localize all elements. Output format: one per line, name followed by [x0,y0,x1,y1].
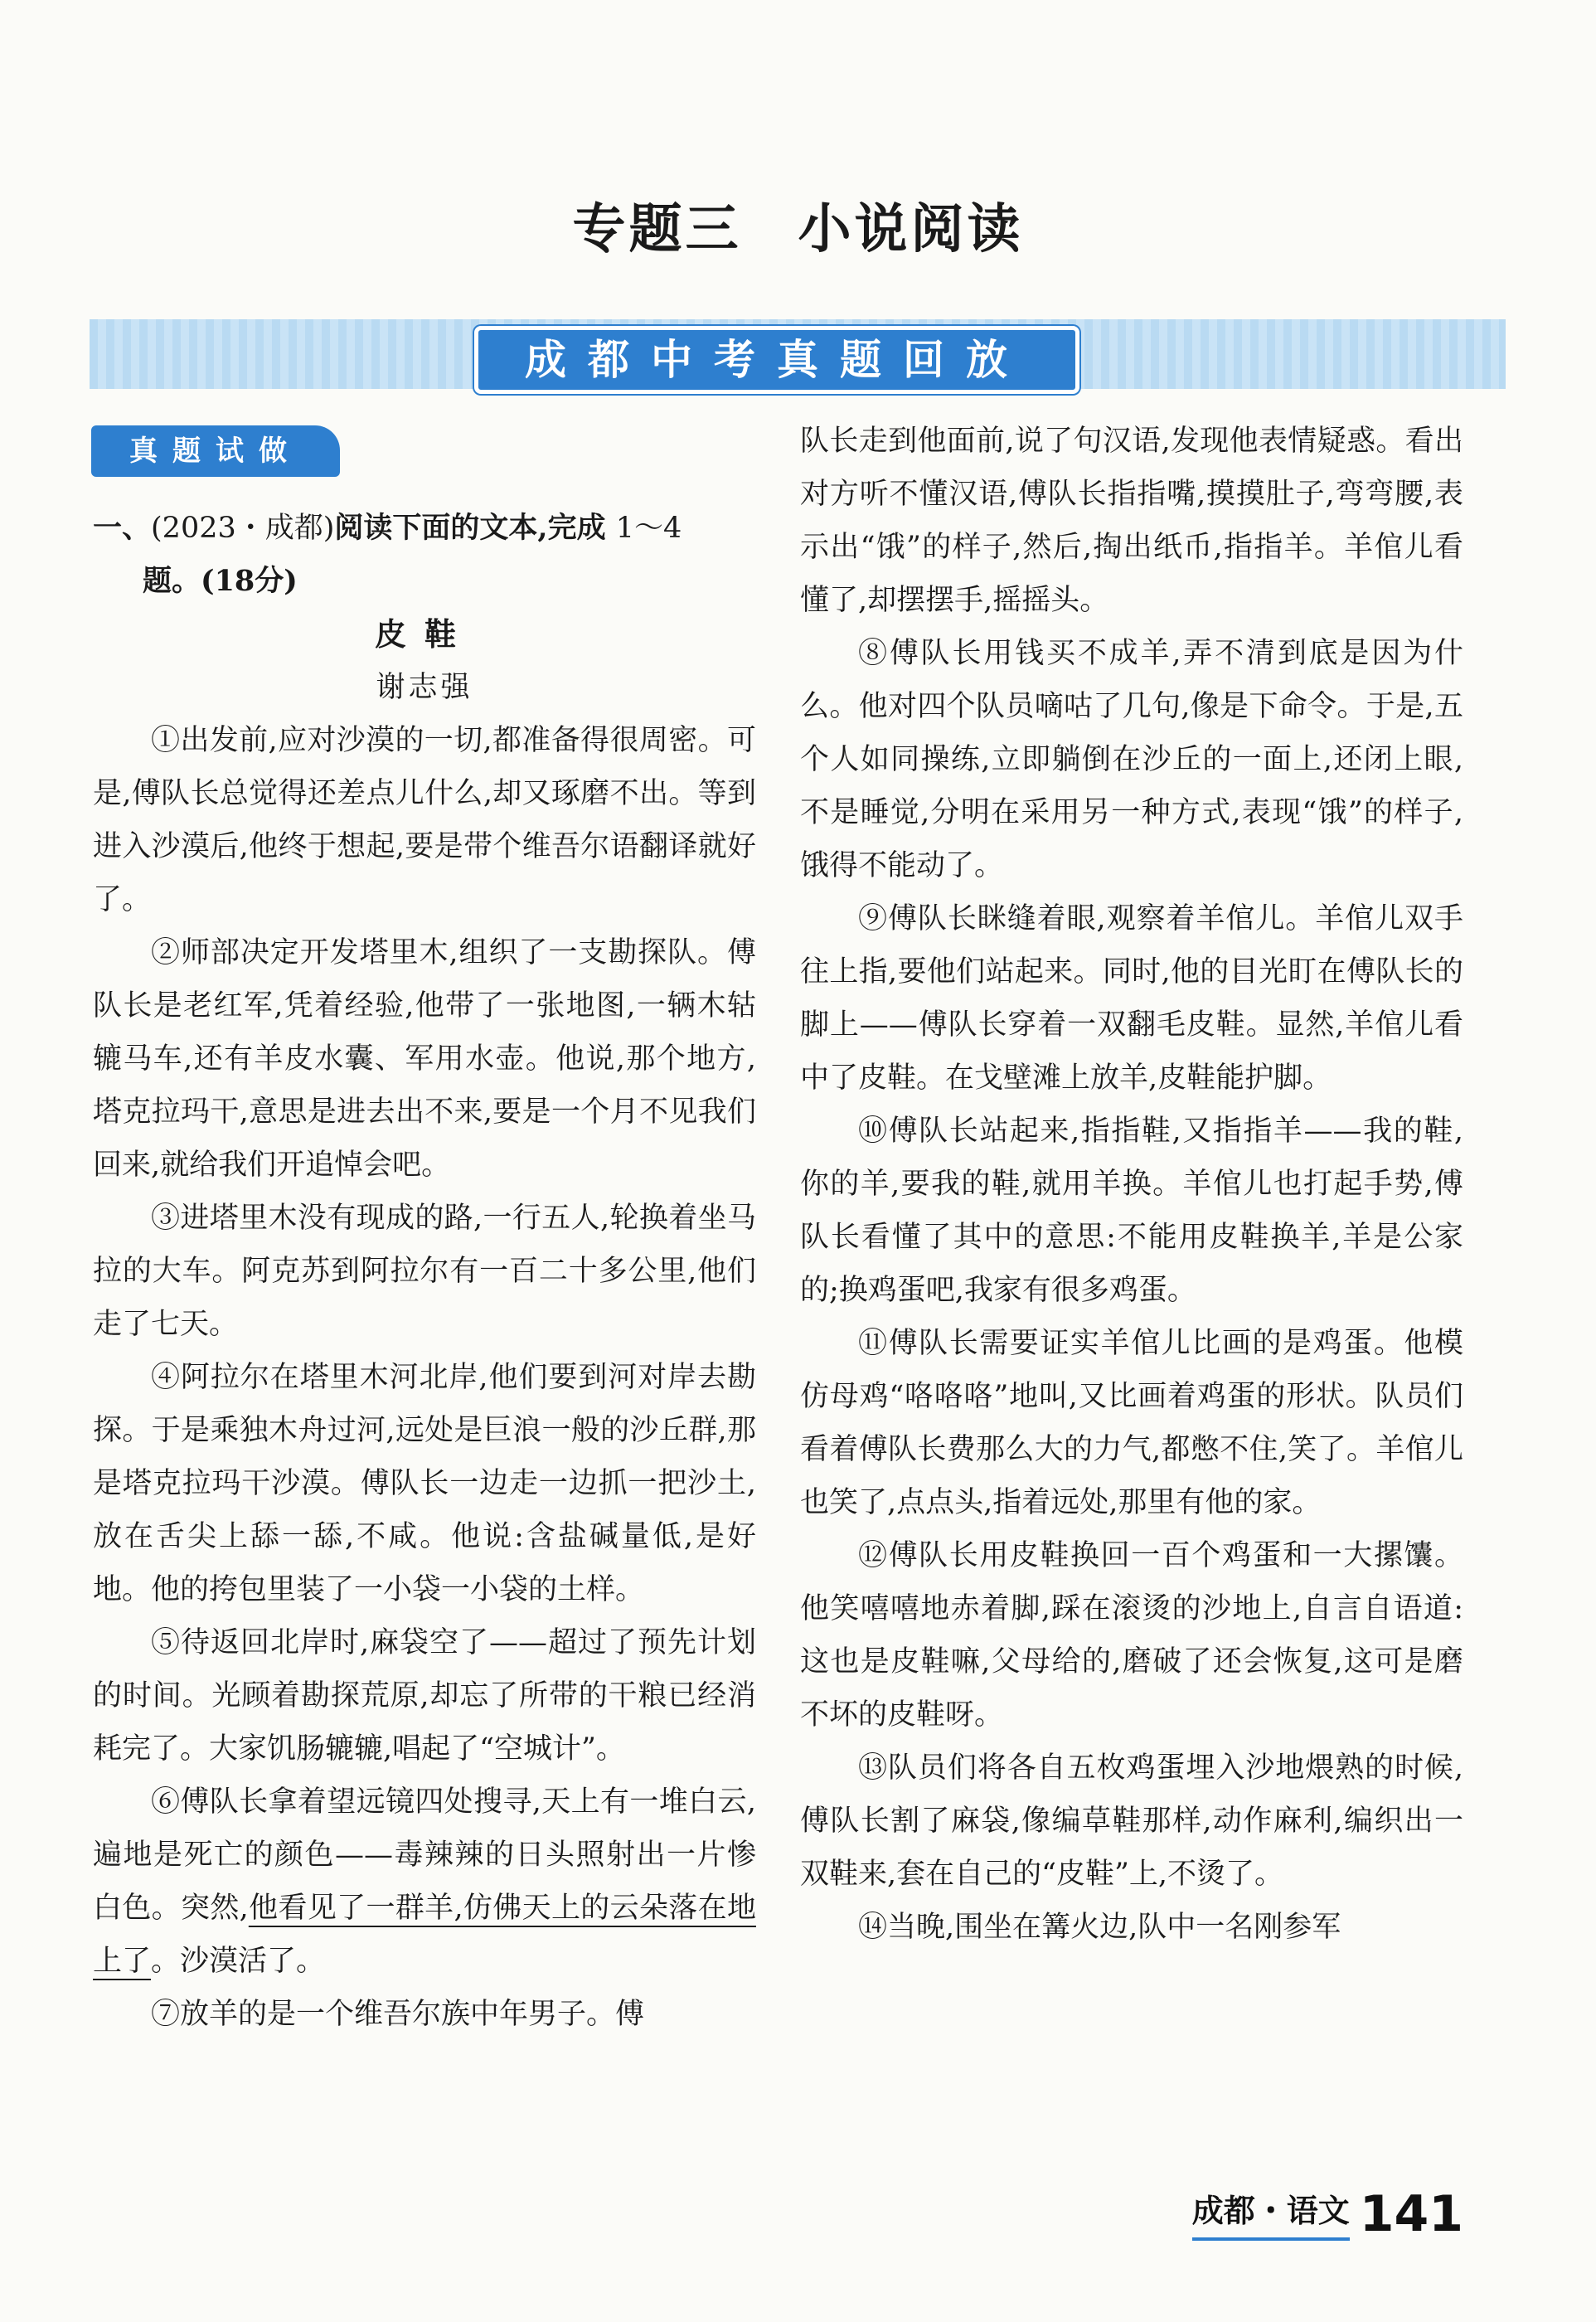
question-instruction: 阅读下面的文本,完成 [334,511,606,545]
section-tag: 真题试做 [91,425,340,477]
question-points: (18分) [201,564,298,598]
right-column [800,415,1463,1954]
section-banner: 成都中考真题回放 [474,326,1079,394]
paragraph-3: ③进塔里木没有现成的路,一行五人,轮换着坐马拉的大车。阿克苏到阿拉尔有一百二十多公里,他们走了七天。 [93,1202,756,1341]
question-number: 一、 [93,511,152,545]
question-source: (2023・成都) [151,512,335,545]
paragraph-6-after: 。沙漠活了。 [151,1945,326,1978]
paragraph-9: ⑨傅队长眯缝着眼,观察着羊倌儿。羊倌儿双手往上指,要他们站起来。同时,他的目光盯在傅队长的脚上——傅队长穿着一双翻毛皮鞋。显然,羊倌儿看中了皮鞋。在戈壁滩上放羊,皮鞋能护脚。 [800,902,1463,1095]
paragraph-11: ⑪傅队长需要证实羊倌儿比画的是鸡蛋。他模仿母鸡“咯咯咯”地叫,又比画着鸡蛋的形状。队员们看着傅队长费那么大的力气,都憋不住,笑了。羊倌儿也笑了,点点头,指着远处,那里有他的家。 [800,1327,1463,1519]
story-title: 皮鞋 [374,615,474,653]
paragraph-7-start: ⑦放羊的是一个维吾尔族中年男子。傅 [151,1998,645,2031]
paragraph-7-continued: 队长走到他面前,说了句汉语,发现他表情疑惑。看出对方听不懂汉语,傅队长指指嘴,摸摸肚子,弯弯腰,表示出“饿”的样子,然后,掏出纸币,指指羊。羊倌儿看懂了,却摆摆手,摇摇头。 [800,425,1463,617]
paragraph-13: ⑬队员们将各自五枚鸡蛋埋入沙地煨熟的时候,傅队长割了麻袋,像编草鞋那样,动作麻利,编织出一双鞋来,套在自己的“皮鞋”上,不烫了。 [800,1751,1463,1891]
left-column [93,502,756,2041]
paragraph-12: ⑫傅队长用皮鞋换回一百个鸡蛋和一大摞馕。他笑嘻嘻地赤着脚,踩在滚烫的沙地上,自言自语道:这也是皮鞋嘛,父母给的,磨破了还会恢复,这可是磨不坏的皮鞋呀。 [800,1539,1463,1732]
underlined-sentence: 他看见了一群羊,仿佛天上的云朵落在地上了 [93,1892,756,1978]
paragraph-10: ⑩傅队长站起来,指指鞋,又指指羊——我的鞋,你的羊,要我的鞋,就用羊换。羊倌儿也打起手势,傅队长看懂了其中的意思:不能用皮鞋换羊,羊是公家的;换鸡蛋吧,我家有很多鸡蛋。 [800,1115,1463,1307]
paragraph-2: ②师部决定开发塔里木,组织了一支勘探队。傅队长是老红军,凭着经验,他带了一张地图,一辆木轱辘马车,还有羊皮水囊、军用水壶。他说,那个地方,塔克拉玛干,意思是进去出不来,要是一个月不见我们回来,就给我们开追悼会吧。 [93,936,756,1182]
paragraph-6-before: ⑥傅队长拿着望远镜四处搜寻,天上有一堆白云,遍地是死亡的颜色——毒辣辣的日头照射出一片惨白色。突然, [93,1785,756,1925]
paragraph-8: ⑧傅队长用钱买不成羊,弄不清到底是因为什么。他对四个队员嘀咕了几句,像是下命令。于是,五个人如同操练,立即躺倒在沙丘的一面上,还闭上眼,不是睡觉,分明在采用另一种方式,表现“饿”的样子,饿得不能动了。 [800,637,1463,882]
question-line2: 题。 [143,564,201,598]
question-range: 1～4 [615,512,682,545]
paragraph-4: ④阿拉尔在塔里木河北岸,他们要到河对岸去勘探。于是乘独木舟过河,远处是巨浪一般的沙丘群,那是塔克拉玛干沙漠。傅队长一边走一边抓一把沙土,放在舌尖上舔一舔,不咸。他说:含盐碱量低,是好地。他的挎包里装了一小袋一小袋的土样。 [93,1361,756,1606]
question-header-line2 [143,555,756,608]
story-author: 谢志强 [376,671,473,704]
paragraph-14: ⑭当晚,围坐在篝火边,队中一名刚参军 [858,1911,1341,1944]
page-number: 141 [1359,2185,1463,2243]
paragraph-6 [93,1776,756,1988]
footer-label: 成都・语文 [1192,2185,1350,2241]
question-header [93,502,756,555]
paragraph-5: ⑤待返回北岸时,麻袋空了——超过了预先计划的时间。光顾着勘探荒原,却忘了所带的干粮已经消耗完了。大家饥肠辘辘,唱起了“空城计”。 [93,1626,756,1766]
page-title: 专题三 小说阅读 [572,198,1024,260]
page-footer [1192,2174,1463,2241]
paragraph-1: ①出发前,应对沙漠的一切,都准备得很周密。可是,傅队长总觉得还差点儿什么,却又琢磨不出。等到进入沙漠后,他终于想起,要是带个维吾尔语翻译就好了。 [93,724,756,916]
